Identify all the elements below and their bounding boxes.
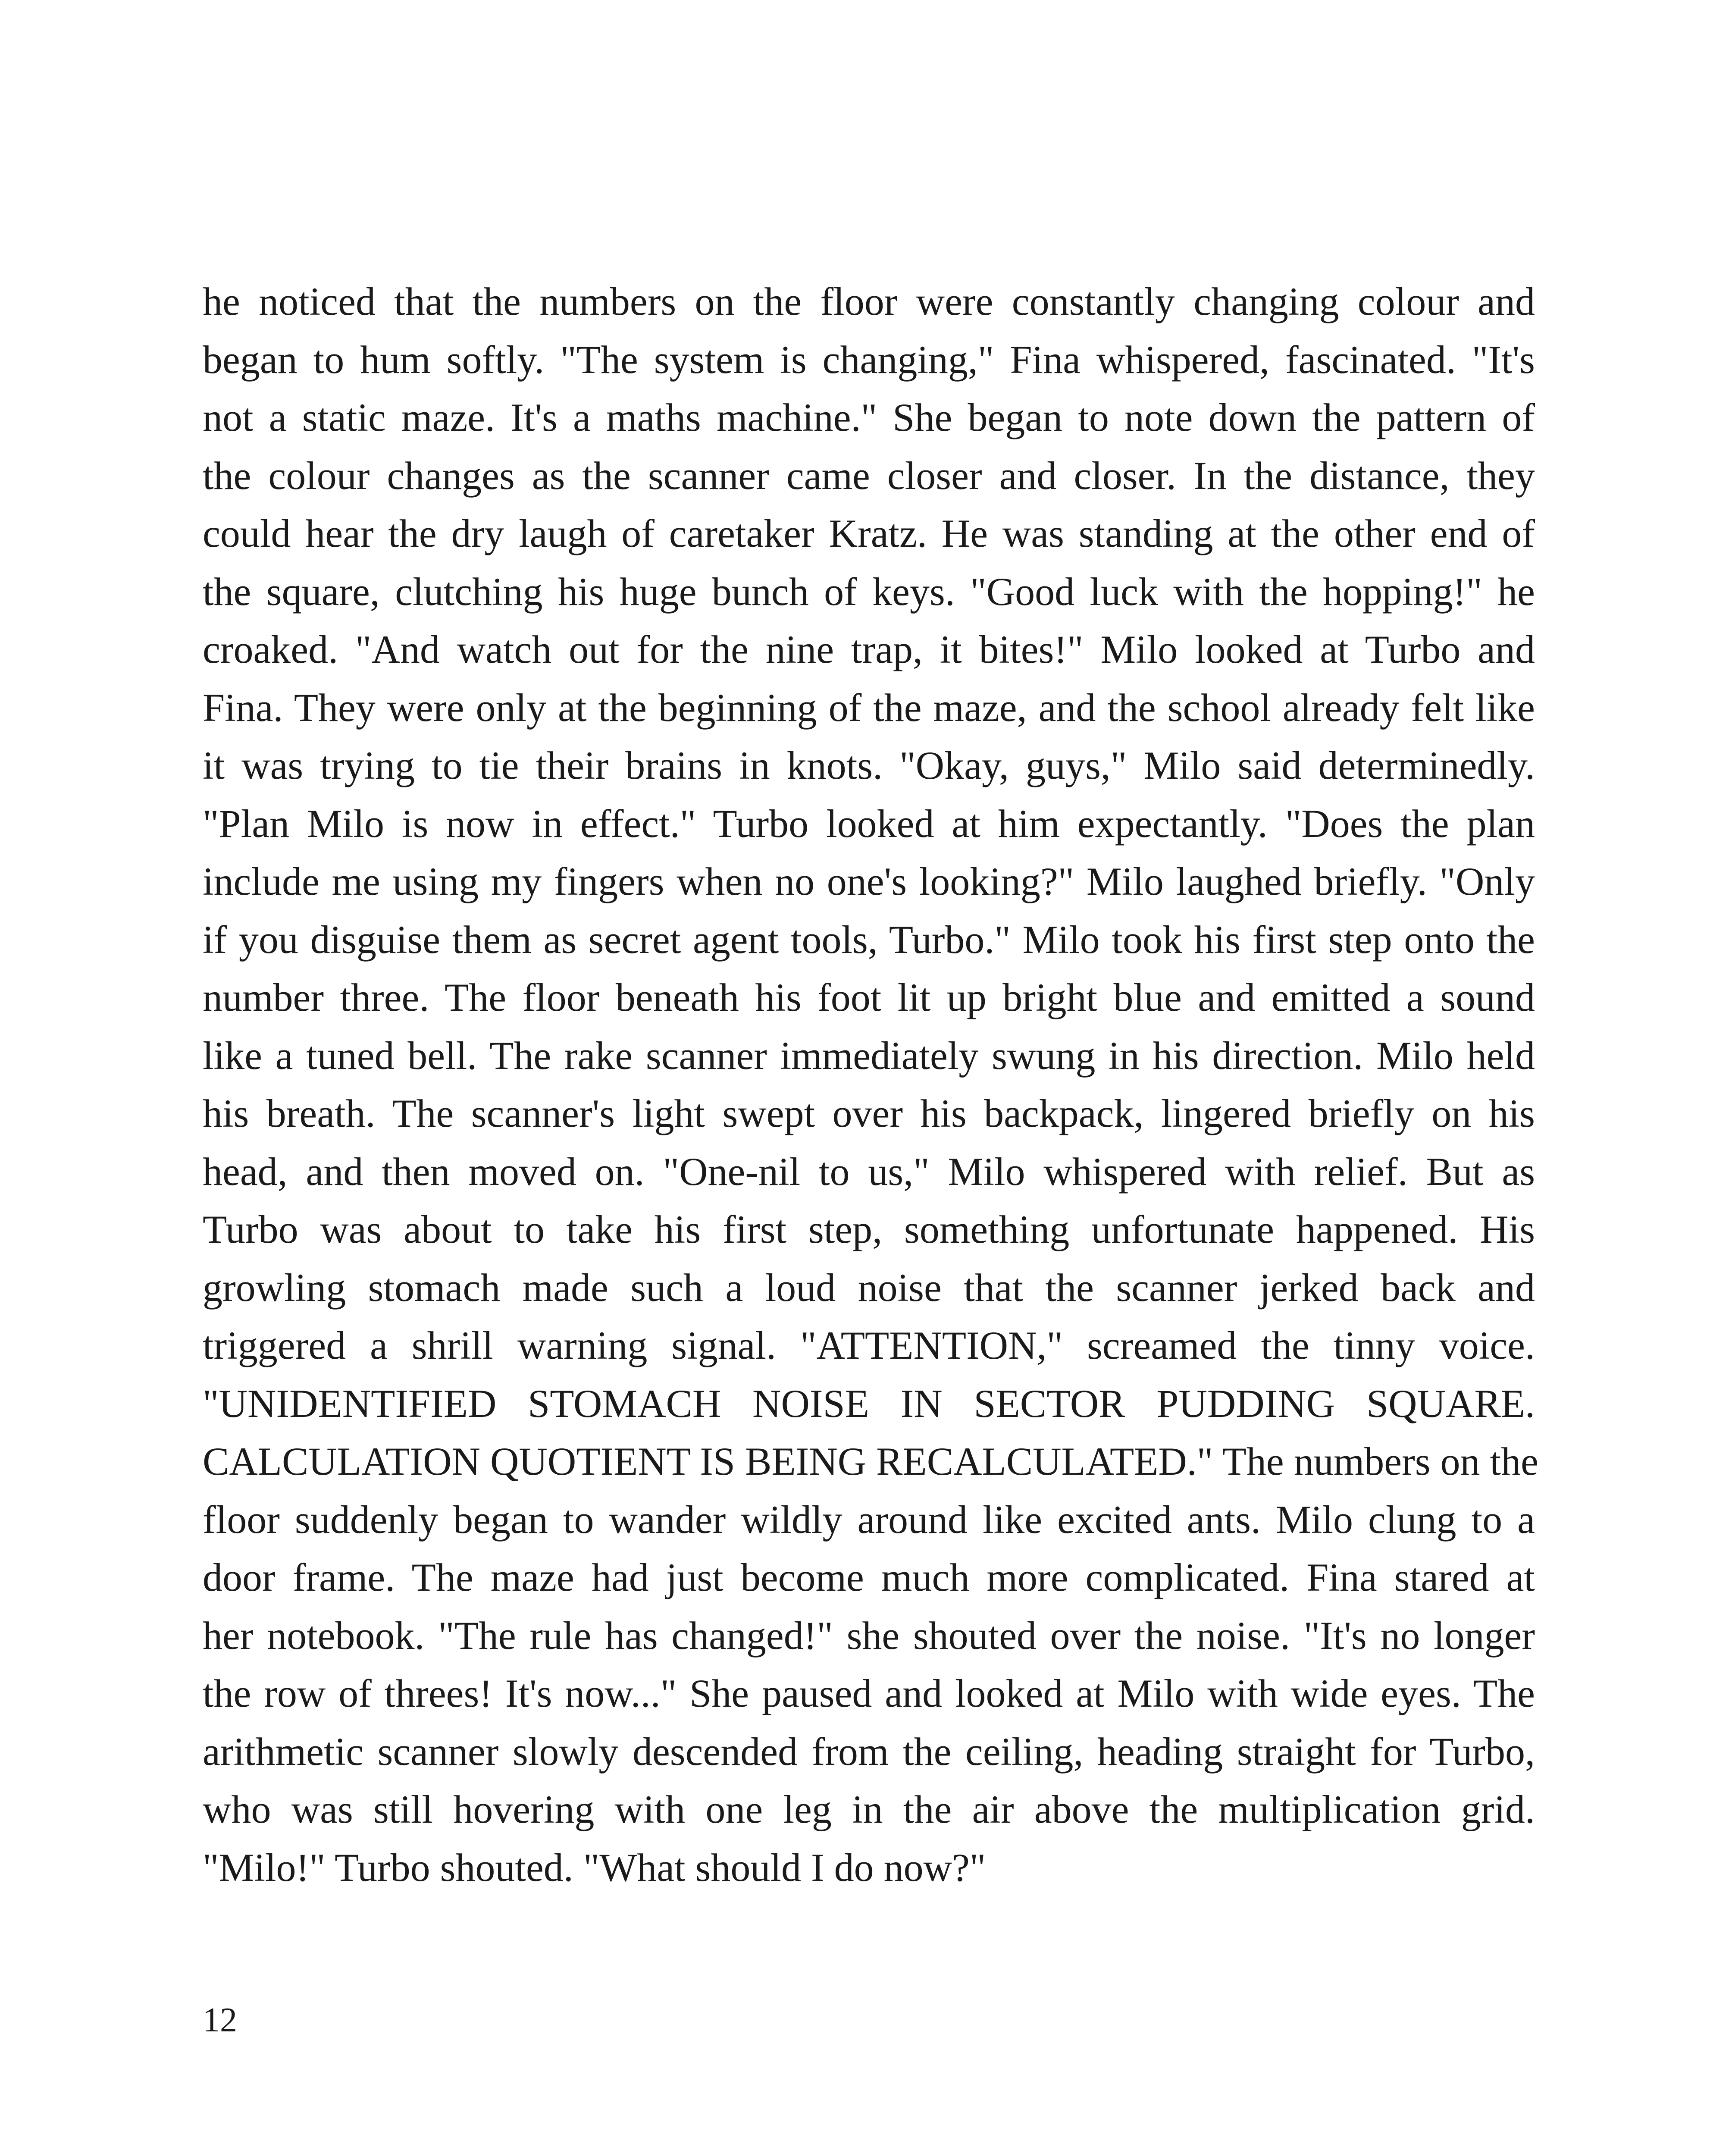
body-text xyxy=(203,273,1538,1896)
text-line: the colour changes as the scanner came closer and closer. In the distance, they xyxy=(203,453,1535,498)
text-line: it was trying to tie their brains in knots. "Okay, guys," Milo said determinedly. xyxy=(203,743,1535,787)
text-line: who was still hovering with one leg in the air above the multiplication grid. xyxy=(203,1787,1535,1831)
text-line: if you disguise them as secret agent tools, Turbo." Milo took his first step onto the xyxy=(203,917,1535,962)
text-line: he noticed that the numbers on the floor were constantly changing colour and xyxy=(203,279,1535,323)
text-line: the square, clutching his huge bunch of keys. "Good luck with the hopping!" he xyxy=(203,569,1535,614)
page-number: 12 xyxy=(203,2001,237,2039)
text-line: like a tuned bell. The rake scanner immediately swung in his direction. Milo held xyxy=(203,1033,1535,1078)
text-line: door frame. The maze had just become much more complicated. Fina stared at xyxy=(203,1555,1535,1599)
text-line: triggered a shrill warning signal. "ATTENTION," screamed the tinny voice. xyxy=(203,1323,1535,1367)
text-line: not a static maze. It's a maths machine." She began to note down the pattern of xyxy=(203,395,1535,439)
text-line: "Plan Milo is now in effect." Turbo looked at him expectantly. "Does the plan xyxy=(203,801,1535,846)
text-line: number three. The floor beneath his foot lit up bright blue and emitted a sound xyxy=(203,975,1535,1019)
text-line: Fina. They were only at the beginning of the maze, and the school already felt like xyxy=(203,685,1535,730)
text-line: growling stomach made such a loud noise that the scanner jerked back and xyxy=(203,1265,1535,1310)
text-line: croaked. "And watch out for the nine trap, it bites!" Milo looked at Turbo and xyxy=(203,627,1535,671)
text-line: CALCULATION QUOTIENT IS BEING RECALCULATED." The numbers on the xyxy=(203,1439,1538,1483)
text-line: her notebook. "The rule has changed!" she shouted over the noise. "It's no longer xyxy=(203,1613,1535,1658)
text-line: the row of threes! It's now..." She paused and looked at Milo with wide eyes. The xyxy=(203,1671,1535,1715)
text-line: floor suddenly began to wander wildly around like excited ants. Milo clung to a xyxy=(203,1497,1535,1542)
text-line: head, and then moved on. "One-nil to us," Milo whispered with relief. But as xyxy=(203,1149,1535,1194)
text-line: Turbo was about to take his first step, something unfortunate happened. His xyxy=(203,1207,1535,1251)
text-line: include me using my fingers when no one's looking?" Milo laughed briefly. "Only xyxy=(203,859,1535,903)
text-line: began to hum softly. "The system is changing," Fina whispered, fascinated. "It's xyxy=(203,337,1535,382)
text-line: arithmetic scanner slowly descended from the ceiling, heading straight for Turbo, xyxy=(203,1729,1535,1774)
text-line: could hear the dry laugh of caretaker Kratz. He was standing at the other end of xyxy=(203,511,1535,555)
text-line: "Milo!" Turbo shouted. "What should I do now?" xyxy=(203,1845,986,1890)
text-line: his breath. The scanner's light swept over his backpack, lingered briefly on his xyxy=(203,1091,1535,1135)
text-line: "UNIDENTIFIED STOMACH NOISE IN SECTOR PUDDING SQUARE. xyxy=(203,1381,1535,1426)
